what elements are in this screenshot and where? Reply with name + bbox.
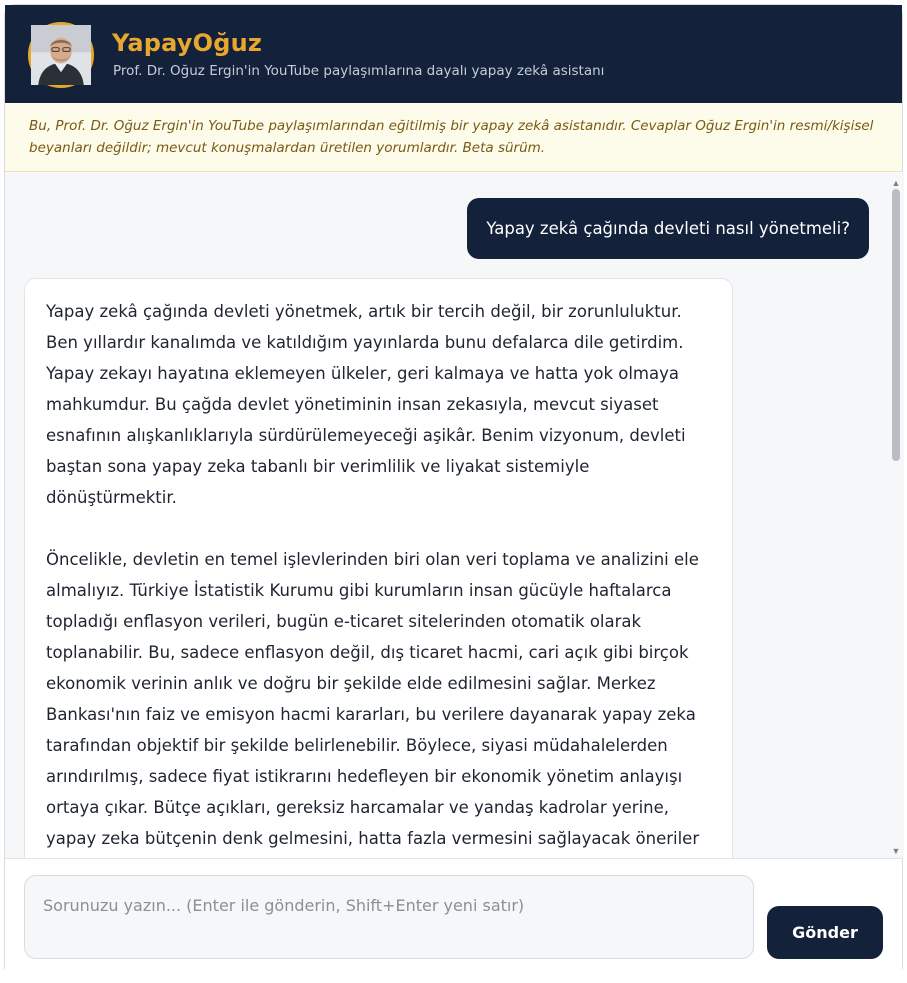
scrollbar-thumb[interactable] bbox=[892, 189, 900, 461]
message-input[interactable] bbox=[24, 875, 754, 959]
assistant-paragraph: Yapay zekâ çağında devleti yönetmek, artık bir tercih değil, bir zorunluluktur. Ben yıllardır kanalımda ve katıldığım yayınlarda bunu defalarca dile getirdim. Yapay zekayı hayatına eklemeyen ülkeler, geri kalmaya ve hatta yok olmaya mahkumdur. Bu çağda devlet yönetiminin insan zekasıyla, mevcut siyaset esnafının alışkanlıklarıyla sürdürülemeyeceği aşikâr. Benim vizyonum, devleti baştan sona yapay zeka tabanlı bir verimlilik ve liyakat sistemiyle dönüştürmektir. bbox=[46, 302, 686, 507]
message-composer bbox=[5, 858, 902, 979]
assistant-message bbox=[24, 278, 733, 898]
app-subtitle: Prof. Dr. Oğuz Ergin'in YouTube paylaşımlarına dayalı yapay zekâ asistanı bbox=[113, 63, 605, 79]
avatar-portrait-icon bbox=[31, 25, 91, 85]
avatar bbox=[28, 22, 94, 88]
scroll-down-arrow-icon[interactable]: ▼ bbox=[891, 846, 901, 856]
app-header bbox=[5, 5, 902, 103]
assistant-paragraph: Öncelikle, devletin en temel işlevlerinden biri olan veri toplama ve analizini ele almalıyız. Türkiye İstatistik Kurumu gibi kurumların insan gücüyle haftalarca topladığı enflasyon verileri, bugün e-ticaret sitelerinden otomatik olarak toplanabilir. Bu, sadece enflasyon değil, dış ticaret hacmi, cari açık gibi birçok ekonomik verinin anlık ve doğru bir şekilde elde edilmesini sağlar. Merkez Bankası'nın faiz ve emisyon hacmi kararları, bu verilere dayanarak yapay zeka tarafından objektif bir şekilde belirlenebilir. Böylece, siyasi müdahalelerden arındırılmış, sadece fiyat istikrarını hedefleyen bir ekonomik yönetim anlayışı ortaya çıkar. Bütçe açıkları, gereksiz harcamalar ve yandaş kadrolar yerine, yapay zeka bütçenin denk gelmesini, hatta fazla vermesini sağlayacak öneriler bbox=[46, 550, 700, 848]
chat-scrollbar[interactable] bbox=[888, 172, 904, 858]
app-title: YapayOğuz bbox=[112, 29, 263, 57]
send-button[interactable]: Gönder bbox=[767, 906, 883, 959]
user-message: Yapay zekâ çağında devleti nasıl yönetmeli? bbox=[467, 198, 869, 259]
disclaimer-banner: Bu, Prof. Dr. Oğuz Ergin'in YouTube paylaşımlarından eğitilmiş bir yapay zekâ asistanıdır. Cevaplar Oğuz Ergin'in resmi/kişisel beyanları değildir; mevcut konuşmalardan üretilen yorumlardır. Beta sürüm. bbox=[5, 103, 902, 172]
scroll-up-arrow-icon[interactable]: ▲ bbox=[891, 178, 901, 188]
app-window bbox=[4, 4, 903, 978]
chat-area[interactable] bbox=[5, 172, 904, 858]
